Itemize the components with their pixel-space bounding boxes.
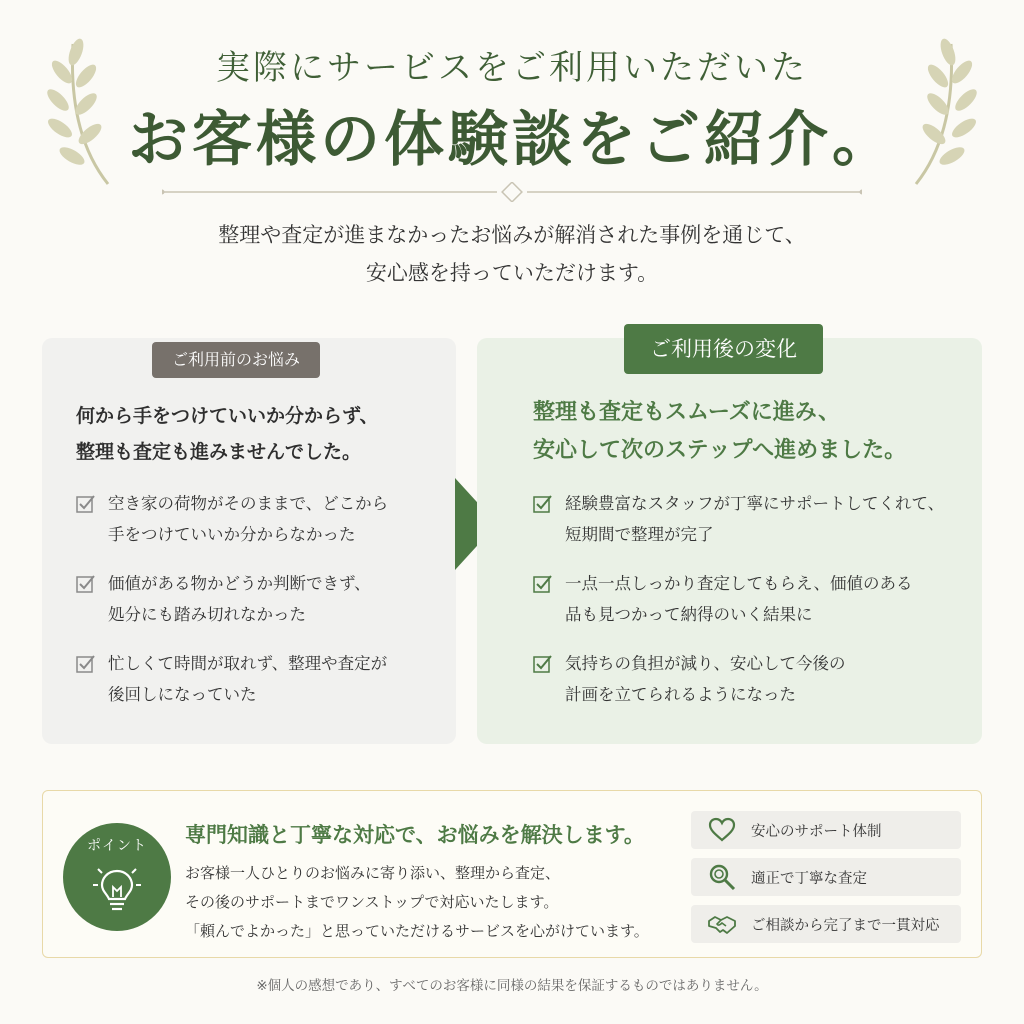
after-tag: ご利用後の変化 <box>624 324 823 374</box>
intro-line: 安心感を持っていただけます。 <box>365 261 659 285</box>
intro-line: 整理や査定が進まなかったお悩みが解消された事例を通じて、 <box>218 223 806 247</box>
intro-text <box>0 216 1024 292</box>
after-list <box>533 488 944 728</box>
feature-label: 安心のサポート体制 <box>751 823 882 840</box>
item-line: 短期間で整理が完了 <box>565 525 714 544</box>
item-text <box>565 488 944 550</box>
disclaimer-footnote: ※個人の感想であり、すべてのお客様に同様の結果を保証するものではありません。 <box>256 978 768 994</box>
item-line: 空き家の荷物がそのままで、どこから <box>108 494 389 513</box>
checkbox-icon <box>76 494 96 514</box>
point-body-line: お客様一人ひとりのお悩みに寄り添い、整理から査定、 <box>185 864 561 882</box>
item-line: 処分にも踏み切れなかった <box>108 605 306 624</box>
feature-list <box>691 811 961 952</box>
checkbox-icon <box>533 654 553 674</box>
point-body-line: 「頼んでよかった」と思っていただけるサービスを心がけています。 <box>185 922 649 940</box>
point-box <box>42 790 982 958</box>
checkbox-icon <box>76 574 96 594</box>
item-line: 価値がある物かどうか判断できず、 <box>108 574 371 593</box>
page-title: お客様の体験談をご紹介。 <box>128 105 896 175</box>
point-body-line: その後のサポートまでワンストップで対応いたします。 <box>185 893 559 911</box>
point-title: 専門知識と丁寧な対応で、お悩みを解決します。 <box>185 823 645 847</box>
after-heading <box>533 394 906 470</box>
feature-label: 適正で丁寧な査定 <box>751 870 867 887</box>
item-text <box>108 648 387 710</box>
item-line: 計画を立てられるようになった <box>565 685 796 704</box>
ornament-divider <box>162 182 862 202</box>
before-card <box>42 338 456 744</box>
checkbox-icon <box>533 494 553 514</box>
item-text <box>108 568 371 630</box>
item-line: 一点一点しっかり査定してもらえ、価値のある <box>565 574 913 593</box>
item-line: 忙しくて時間が取れず、整理や査定が <box>108 654 388 673</box>
point-body <box>185 859 649 946</box>
list-item <box>76 488 388 550</box>
point-badge <box>63 823 171 931</box>
after-heading-line: 整理も査定もスムーズに進み、 <box>533 400 841 425</box>
before-heading <box>76 398 378 470</box>
before-heading-line: 何から手をつけていいか分からず、 <box>76 405 379 427</box>
before-list <box>76 488 388 728</box>
item-text <box>565 568 913 630</box>
list-item <box>533 568 944 630</box>
item-line: 手をつけていいか分からなかった <box>108 525 356 544</box>
list-item <box>533 488 944 550</box>
after-card <box>477 338 982 744</box>
list-item <box>533 648 944 710</box>
magnifier-icon <box>707 862 737 892</box>
feature-item-support <box>691 811 961 849</box>
item-line: 経験豊富なスタッフが丁寧にサポートしてくれて、 <box>565 494 945 513</box>
item-line: 後回しになっていた <box>108 685 257 704</box>
item-line: 品も見つかって納得のいく結果に <box>565 605 813 624</box>
lightbulb-icon <box>87 857 147 917</box>
list-item <box>76 568 388 630</box>
item-text <box>565 648 846 710</box>
list-item <box>76 648 388 710</box>
handshake-icon <box>707 909 737 939</box>
feature-item-consistent <box>691 905 961 943</box>
heart-icon <box>707 815 737 845</box>
point-badge-label: ポイント <box>87 838 147 854</box>
after-heading-line: 安心して次のステップへ進めました。 <box>533 438 907 463</box>
header-subtitle: 実際にサービスをご利用いただいた <box>216 48 808 88</box>
feature-label: ご相談から完了まで一貫対応 <box>751 917 940 934</box>
feature-item-appraisal <box>691 858 961 896</box>
checkbox-icon <box>533 574 553 594</box>
before-tag: ご利用前のお悩み <box>152 342 320 378</box>
checkbox-icon <box>76 654 96 674</box>
item-text <box>108 488 388 550</box>
item-line: 気持ちの負担が減り、安心して今後の <box>565 654 846 673</box>
before-heading-line: 整理も査定も進みませんでした。 <box>76 441 362 463</box>
